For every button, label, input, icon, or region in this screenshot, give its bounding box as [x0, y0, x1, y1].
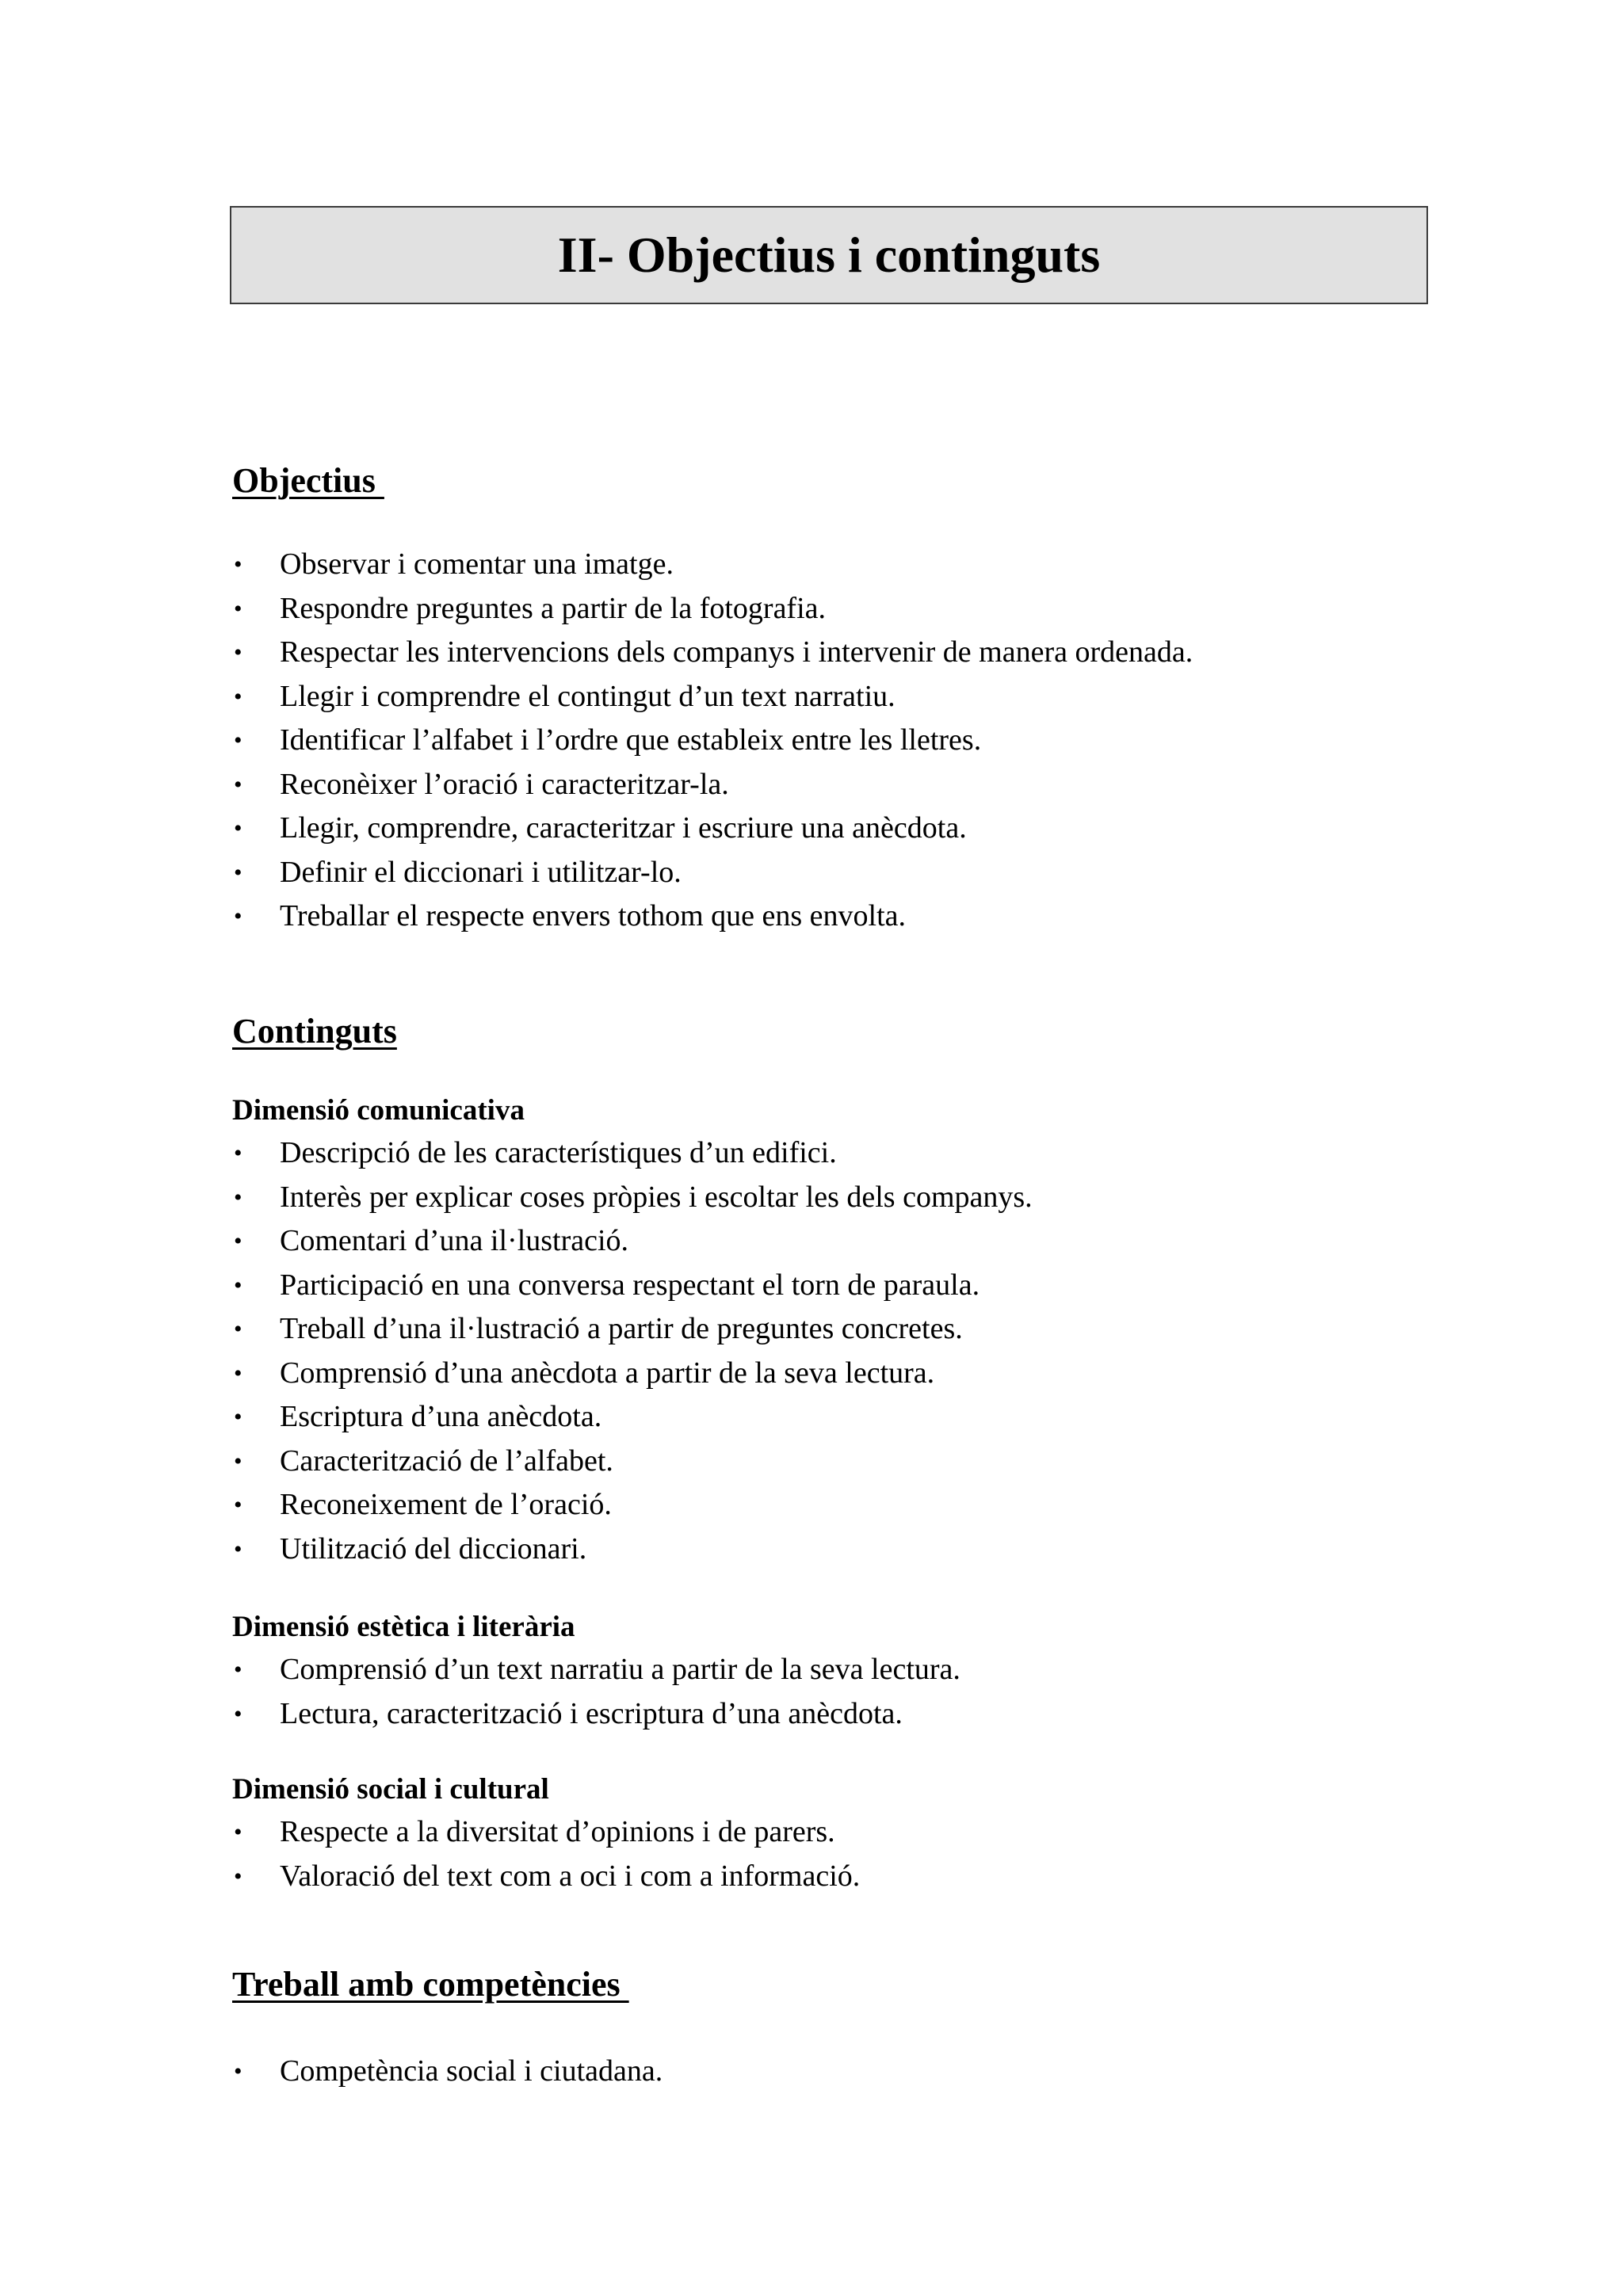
bullet-icon: •	[234, 1316, 242, 1342]
list-item: • Llegir, comprendre, caracteritzar i escriure una anècdota.	[232, 807, 1193, 851]
bullet-icon: •	[234, 1492, 242, 1518]
objectius-heading: Objectius	[232, 461, 384, 500]
bullet-icon: •	[234, 815, 242, 841]
bullet-icon: •	[234, 1447, 242, 1474]
bullet-icon: •	[234, 1404, 242, 1430]
bullet-icon: •	[234, 683, 242, 710]
list-item: • Llegir i comprendre el contingut d’un text narratiu.	[232, 675, 1193, 719]
group-title-comunicativa: Dimensió comunicativa	[232, 1094, 525, 1127]
bullet-icon: •	[234, 727, 242, 753]
list-item: • Valoració del text com a oci i com a informació.	[232, 1855, 860, 1899]
list-item: • Escriptura d’una anècdota.	[232, 1395, 1033, 1440]
list-item: • Identificar l’alfabet i l’ordre que estableix entre les lletres.	[232, 719, 1193, 763]
bullet-icon: •	[234, 551, 242, 578]
bullet-icon: •	[234, 1272, 242, 1299]
bullet-icon: •	[234, 1184, 242, 1211]
list-item: • Utilització del diccionari.	[232, 1527, 1033, 1572]
list-item: • Definir el diccionari i utilitzar-lo.	[232, 851, 1193, 895]
list-item: • Lectura, caracterització i escriptura d’una anècdota.	[232, 1692, 960, 1737]
bullet-icon: •	[234, 1863, 242, 1890]
list-item: • Comentari d’una il·lustració.	[232, 1219, 1033, 1264]
bullet-icon: •	[234, 1535, 242, 1562]
list-item: • Comprensió d’un text narratiu a partir de la seva lectura.	[232, 1648, 960, 1692]
list-item: • Participació en una conversa respectant el torn de paraula.	[232, 1264, 1033, 1308]
objectius-list	[232, 543, 1193, 939]
bullet-icon: •	[234, 1700, 242, 1727]
list-item: • Treball d’una il·lustració a partir de preguntes concretes.	[232, 1307, 1033, 1352]
continguts-heading: Continguts	[232, 1012, 397, 1051]
group-title-estetica: Dimensió estètica i literària	[232, 1611, 575, 1643]
bullet-icon: •	[234, 1819, 242, 1845]
bullet-icon: •	[234, 1140, 242, 1166]
bullet-icon: •	[234, 2058, 242, 2084]
list-item: • Treballar el respecte envers tothom que ens envolta.	[232, 894, 1193, 939]
list-item: • Respondre preguntes a partir de la fotografia.	[232, 587, 1193, 631]
bullet-icon: •	[234, 1657, 242, 1683]
list-item: • Interès per explicar coses pròpies i escoltar les dels companys.	[232, 1176, 1033, 1220]
bullet-icon: •	[234, 1228, 242, 1254]
list-item: • Observar i comentar una imatge.	[232, 543, 1193, 587]
estetica-list	[232, 1648, 960, 1736]
list-item: • Descripció de les característiques d’un edifici.	[232, 1131, 1033, 1176]
list-item: • Respectar les intervencions dels companys i intervenir de manera ordenada.	[232, 631, 1193, 675]
group-title-social: Dimensió social i cultural	[232, 1773, 549, 1806]
bullet-icon: •	[234, 595, 242, 622]
bullet-icon: •	[234, 639, 242, 666]
competencies-list	[232, 2050, 663, 2094]
bullet-icon: •	[234, 903, 242, 929]
list-item: • Reconeixement de l’oració.	[232, 1483, 1033, 1527]
bullet-icon: •	[234, 859, 242, 886]
list-item: • Respecte a la diversitat d’opinions i de parers.	[232, 1810, 860, 1855]
comunicativa-list	[232, 1131, 1033, 1571]
bullet-icon: •	[234, 1360, 242, 1386]
page-title: II- Objectius i continguts	[557, 227, 1101, 283]
list-item: • Comprensió d’una anècdota a partir de la seva lectura.	[232, 1352, 1033, 1396]
bullet-icon: •	[234, 771, 242, 798]
title-box	[230, 206, 1428, 304]
list-item: • Competència social i ciutadana.	[232, 2050, 663, 2094]
list-item: • Reconèixer l’oració i caracteritzar-la.	[232, 763, 1193, 807]
list-item: • Caracterització de l’alfabet.	[232, 1440, 1033, 1484]
competencies-heading: Treball amb competències	[232, 1965, 629, 2004]
social-list	[232, 1810, 860, 1898]
